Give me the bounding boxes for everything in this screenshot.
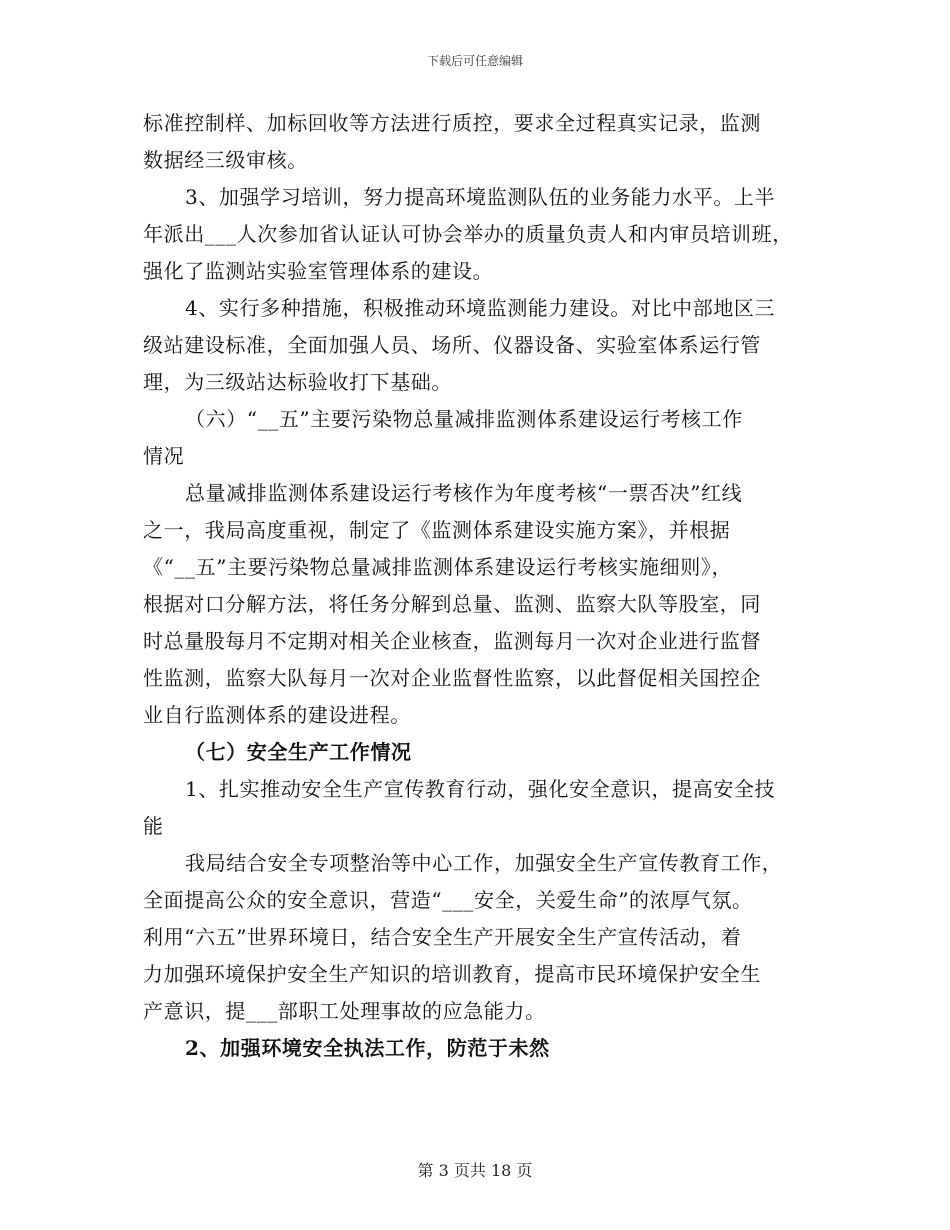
subsection-heading-bold: 2、加强环境安全执法工作，防范于未然 [185,1036,550,1060]
section-heading: （六）“__五”主要污染物总量减排监测体系建设运行考核工作 [185,407,743,431]
text-line: 力加强环境保护安全生产知识的培训教育，提高市民环境保护安全生 [143,962,761,986]
text-line: 产意识，提___部职工处理事故的应急能力。 [143,999,546,1023]
section-heading-cont: 情况 [143,444,185,468]
text-line: 强化了监测站实验室管理体系的建设。 [143,259,494,283]
text-line: 级站建设标准，全面加强人员、场所、仪器设备、实验室体系运行管 [143,333,761,357]
text-line: 《“__五”主要污染物总量减排监测体系建设运行考核实施细则》， [143,555,733,579]
document-body [143,105,813,1067]
text-line: 业自行监测体系的建设进程。 [143,703,411,727]
text-line: 年派出___人次参加省认证认可协会举办的质量负责人和内审员培训班， [143,222,793,246]
text-line: 根据对口分解方法，将任务分解到总量、监测、监察大队等股室，同 [143,592,761,616]
subsection-heading: 1、扎实推动安全生产宣传教育行动，强化安全意识，提高安全技 [185,777,776,801]
text-line: 时总量股每月不定期对相关企业核查，监测每月一次对企业进行监督 [143,629,761,653]
text-line: 标准控制样、加标回收等方法进行质控，要求全过程真实记录，监测 [143,111,761,135]
page-header: 下载后可任意编辑 [426,54,523,68]
paragraph-first-line: 4、实行多种措施，积极推动环境监测能力建设。对比中部地区三 [185,296,776,320]
paragraph-first-line: 3、加强学习培训，努力提高环境监测队伍的业务能力水平。上半 [185,185,776,209]
paragraph-first-line: 总量减排监测体系建设运行考核作为年度考核“一票否决”红线 [185,481,743,505]
text-line: 数据经三级审核。 [143,148,308,172]
subsection-heading-cont: 能 [143,814,164,838]
page-footer: 第 3 页共 18 页 [417,1161,533,1180]
section-heading-bold: （七）安全生产工作情况 [185,740,412,764]
text-line: 性监测，监察大队每月一次对企业监督性监察，以此督促相关国控企 [143,666,761,690]
text-line: 全面提高公众的安全意识，营造“___安全，关爱生命”的浓厚气氛。 [143,888,753,912]
text-line: 利用“六五”世界环境日，结合安全生产开展安全生产宣传活动，着 [143,925,742,949]
text-line: 理，为三级站达标验收打下基础。 [143,370,452,394]
text-line: 之一，我局高度重视，制定了《监测体系建设实施方案》，并根据 [143,518,731,542]
paragraph-first-line: 我局结合安全专项整治等中心工作，加强安全生产宣传教育工作， [185,851,783,875]
